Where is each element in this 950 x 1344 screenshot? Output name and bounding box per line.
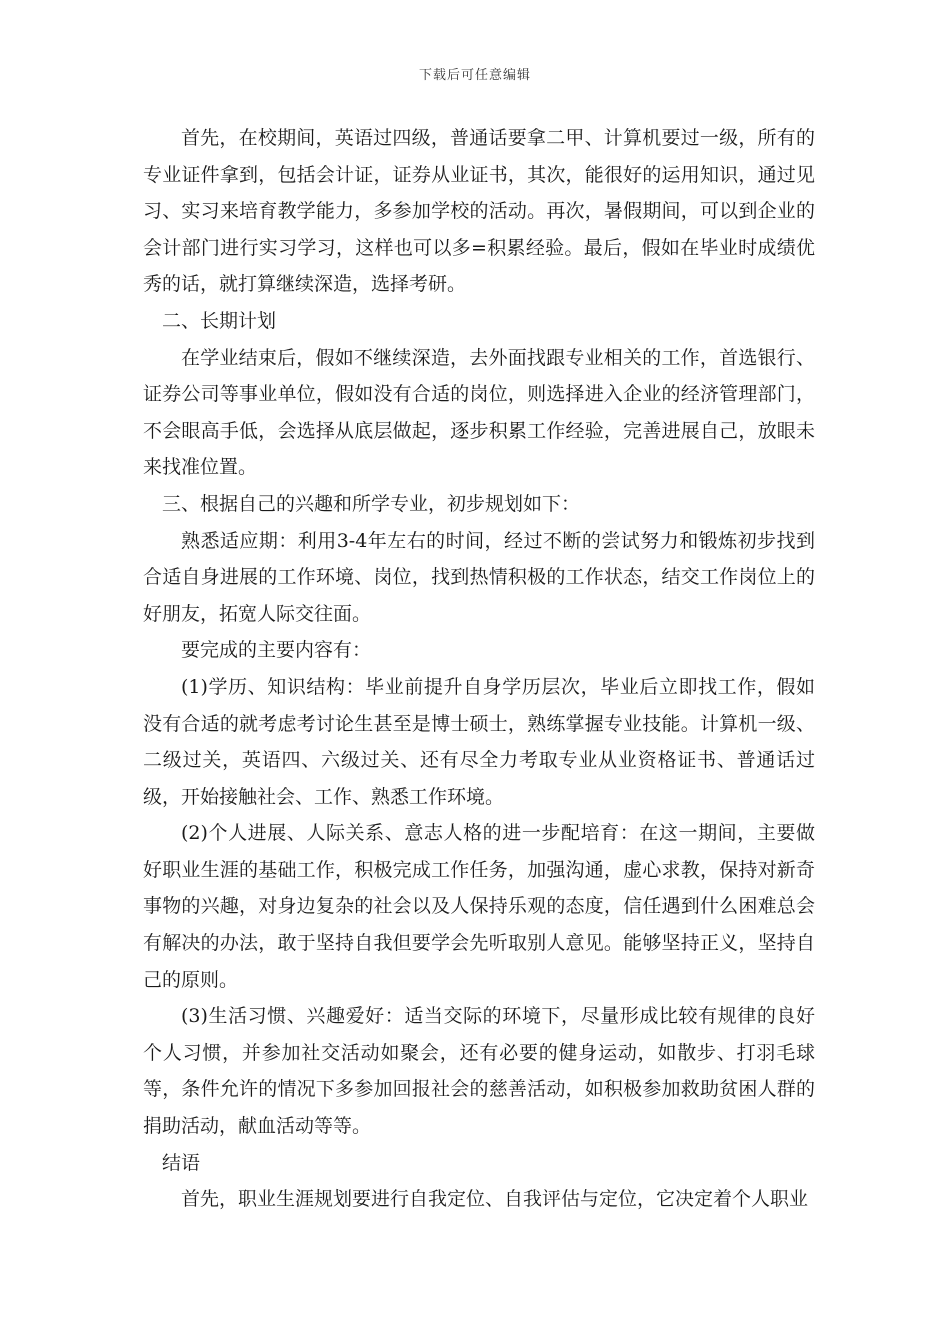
paragraph-intro: 首先，在校期间，英语过四级，普通话要拿二甲、计算机要过一级，所有的专业证件拿到，包括会计证，证券从业证书，其次，能很好的运用知识，通过见习、实习来培育教学能力，多参加学校的活动。再次，暑假期间，可以到企业的会计部门进行实习学习，这样也可以多=积累经验。最后，假如在毕业时成绩优秀的话，就打算继续深造，选择考研。	[143, 127, 815, 296]
paragraph-adaptation-period: 熟悉适应期：利用3-4年左右的时间，经过不断的尝试努力和锻炼初步找到合适自身进展的工作环境、岗位，找到热情积极的工作状态，结交工作岗位上的好朋友，拓宽人际交往面。	[143, 529, 815, 625]
heading-conclusion: 结语	[162, 1151, 201, 1174]
heading-long-term-plan: 二、长期计划	[162, 309, 277, 332]
paragraph-main-content: 要完成的主要内容有：	[181, 639, 372, 662]
document-body	[143, 120, 815, 1218]
paragraph-item-2: (2)个人进展、人际关系、意志人格的进一步配培育：在这一期间，主要做好职业生涯的基础工作，积极完成工作任务，加强沟通，虚心求教，保持对新奇事物的兴趣，对身边复杂的社会以及人保持乐观的态度，信任遇到什么困难总会有解决的办法，敢于坚持自我但要学会先听取别人意见。能够坚持正义，坚持自己的原则。	[143, 822, 815, 991]
paragraph-item-3: (3)生活习惯、兴趣爱好：适当交际的环境下，尽量形成比较有规律的良好个人习惯，并参加社交活动如聚会，还有必要的健身运动，如散步、打羽毛球等，条件允许的情况下多参加回报社会的慈善活动，如积极参加救助贫困人群的捐助活动，献血活动等等。	[143, 1005, 815, 1138]
paragraph-conclusion: 首先，职业生涯规划要进行自我定位、自我评估与定位，它决定着个人职业	[181, 1188, 809, 1211]
page-header: 下载后可任意编辑	[418, 68, 531, 83]
paragraph-item-1: (1)学历、知识结构：毕业前提升自身学历层次，毕业后立即找工作，假如没有合适的就考虑考讨论生甚至是博士硕士，熟练掌握专业技能。计算机一级、二级过关，英语四、六级过关、还有尽全力考取专业从业资格证书、普通话过级，开始接触社会、工作、熟悉工作环境。	[143, 675, 815, 808]
heading-planning: 三、根据自己的兴趣和所学专业，初步规划如下：	[162, 492, 581, 515]
paragraph-long-term: 在学业结束后，假如不继续深造，去外面找跟专业相关的工作，首选银行、证券公司等事业单位，假如没有合适的岗位，则选择进入企业的经济管理部门，不会眼高手低，会选择从底层做起，逐步积累工作经验，完善进展自己，放眼未来找准位置。	[143, 346, 815, 479]
